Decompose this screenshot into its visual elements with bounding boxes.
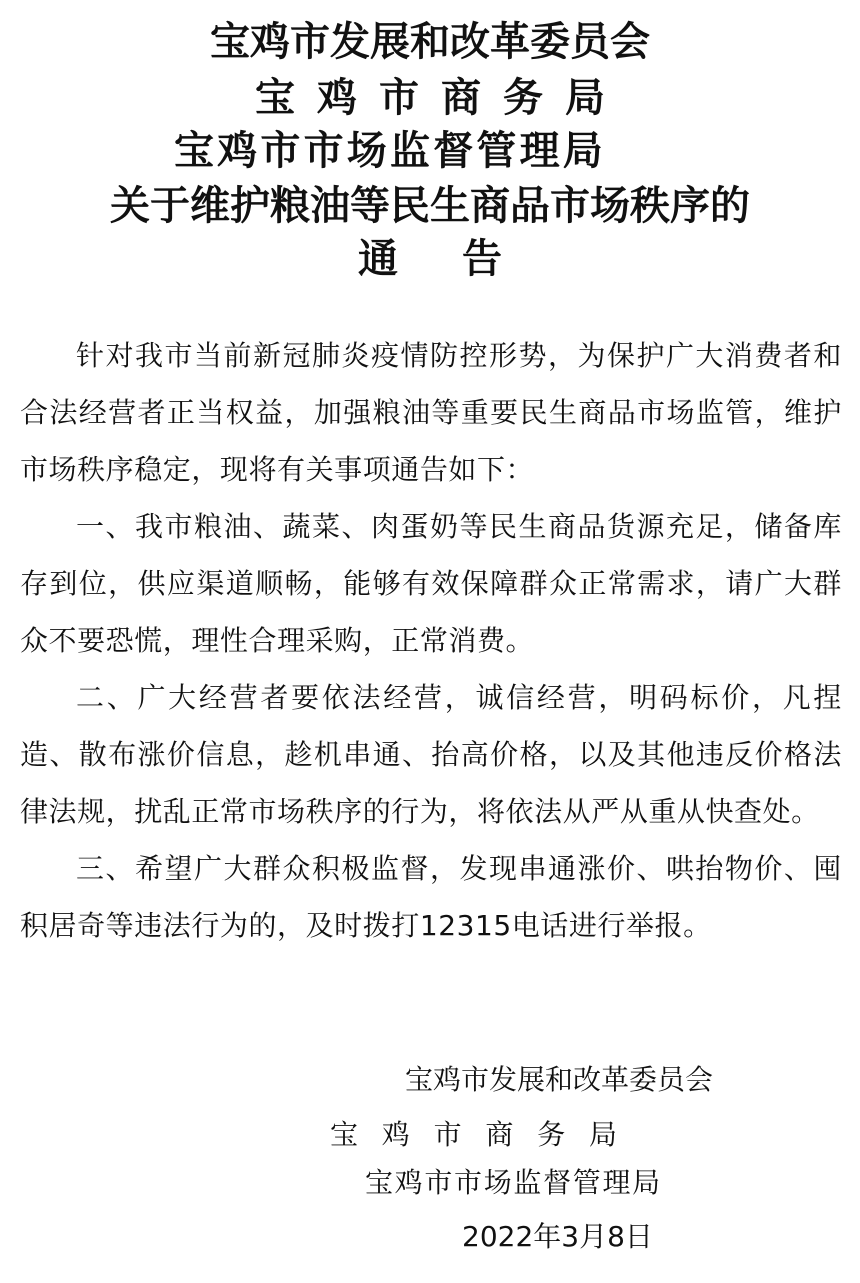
issuer-title-development-reform: 宝鸡市发展和改革委员会 xyxy=(210,19,650,65)
item-three-paragraph: 三、希望广大群众积极监督，发现串通涨价、哄抬物价、囤积居奇等违法行为的，及时拨打12315电话进行举报。 xyxy=(20,852,842,942)
issuer-title-market-supervision: 宝鸡市市场监督管理局 xyxy=(174,128,606,174)
signature-date: 2022年3月8日 xyxy=(462,1220,653,1253)
item-one-paragraph: 一、我市粮油、蔬菜、肉蛋奶等民生商品货源充足，储备库存到位，供应渠道顺畅，能够有效保障群众正常需求，请广大群众不要恐慌，理性合理采购，正常消费。 xyxy=(20,510,842,657)
notice-body xyxy=(20,327,842,954)
signature-market-supervision: 宝鸡市市场监督管理局 xyxy=(365,1166,662,1199)
notice-title-suffix: 通告 xyxy=(358,236,566,282)
notice-title: 关于维护粮油等民生商品市场秩序的 xyxy=(110,183,750,229)
issuer-title-commerce-bureau: 宝鸡市商务局 xyxy=(255,75,627,121)
intro-paragraph: 针对我市当前新冠肺炎疫情防控形势，为保护广大消费者和合法经营者正当权益，加强粮油等重要民生商品市场监管，维护市场秩序稳定，现将有关事项通告如下： xyxy=(20,339,842,486)
signature-development-reform: 宝鸡市发展和改革委员会 xyxy=(405,1063,714,1096)
signature-commerce-bureau: 宝鸡市商务局 xyxy=(330,1118,641,1151)
item-two-paragraph: 二、广大经营者要依法经营，诚信经营，明码标价，凡捏造、散布涨价信息，趁机串通、抬高价格，以及其他违反价格法律法规，扰乱正常市场秩序的行为，将依法从严从重从快查处。 xyxy=(20,681,842,828)
